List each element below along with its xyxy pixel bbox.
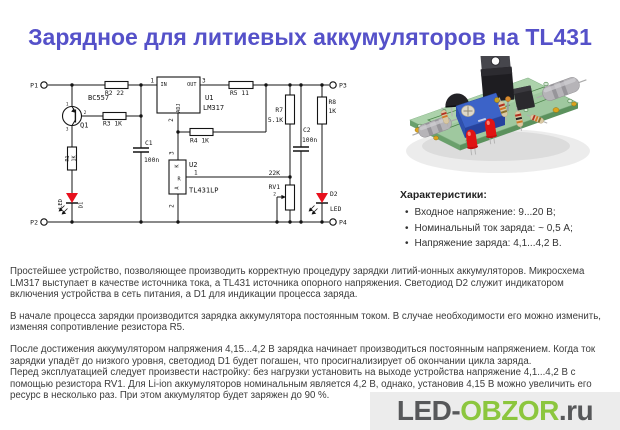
pin-q1-3: 3: [65, 127, 69, 133]
led-d2: [316, 193, 328, 203]
spec-item-charge-voltage: [405, 236, 618, 252]
label-u1-ref: U1: [205, 94, 214, 102]
pin-rv1-wiper: 2: [273, 192, 276, 198]
pin-u1-adj: ADJ: [176, 103, 182, 113]
resistor-r8: [318, 97, 327, 124]
label-d2-led: LED: [330, 206, 342, 213]
label-r7-value: 5.1K: [267, 117, 283, 124]
label-q1-ref: Q1: [80, 121, 89, 130]
spec-text: Номинальный ток заряда: ~ 0,5 А;: [414, 222, 573, 234]
label-r1-ref: R1: [65, 155, 71, 162]
resistor-r3: [103, 113, 126, 120]
terminal-p4: [330, 219, 336, 225]
page-title: Зарядное для литиевых аккумуляторов на TL431: [28, 24, 592, 51]
logo-led: LED-: [396, 395, 461, 426]
photo-ceramic-cap: [505, 96, 510, 101]
label-r7-ref: R7: [275, 107, 283, 114]
article-paragraph-3: После достижения аккумулятором напряжения 4,15...4,2 В зарядка начинает производиться постоянным напряжением. Когда ток зарядки упадёт до низкого уровня, светодиод D1 будет погашен, что просигнализирует об окончании цикла заряда.: [10, 343, 596, 367]
label-d2-ref: D2: [330, 191, 338, 198]
label-p1: P1: [30, 81, 38, 90]
spec-item-charge-current: [405, 221, 618, 237]
label-r4: R4 1K: [190, 137, 209, 145]
label-u1-part: LM317: [203, 104, 225, 112]
label-c1-value: 100n: [144, 157, 160, 164]
specs-heading: Характеристики:: [400, 189, 487, 201]
specs-block: [400, 189, 618, 252]
pin-u2-num-k: 3: [168, 151, 176, 155]
transistor-q1-symbol: [63, 107, 82, 126]
logo-obzor: OBZOR: [460, 395, 559, 426]
label-r1-value: 1K: [71, 155, 78, 162]
terminal-p3: [330, 82, 336, 88]
pin-q1-2: 2: [83, 110, 87, 116]
pin-u2-k: K: [174, 164, 181, 168]
label-p3: P3: [339, 81, 347, 90]
label-u2-ref: U2: [189, 161, 198, 169]
article-paragraph-1: Простейшее устройство, позволяющее производить корректную процедуру зарядки литий-ионных аккумуляторов. Микросхема LM317 выступает в качестве источника тока, а TL431 источника опорного напряжения. Светодиод D2 служит индикатором включения устройства в сеть питания, а D1 для индикации процесса заряда.: [10, 266, 585, 301]
label-r2: R2 22: [105, 90, 124, 97]
pin-q1-1: 1: [65, 102, 69, 108]
article-paragraph-4: Перед эксплуатацией следует произвести настройку: без нагрузки установить на выходе устройства напряжение 4,1...4,2 В с помощью резистора RV1. Для Li-ion аккумуляторов номинальным является 4,2 В, однако, установив 4,15 В можно увеличить его ресурс в несколько раз. При этом аккумулятор будет заряжен до 90 %.: [10, 367, 592, 402]
label-d1-led: LED: [58, 199, 64, 209]
label-p2: P2: [30, 218, 38, 227]
pin-u2-a: A: [174, 186, 181, 190]
label-q1-part: BC557: [88, 94, 110, 102]
pcb-photo: [398, 56, 614, 188]
specs-list: [400, 205, 618, 252]
logo-ru: .ru: [558, 395, 594, 426]
led-d1: [66, 193, 78, 203]
label-d1-ref: D1: [78, 201, 85, 209]
pin-u1-num-in: 1: [150, 77, 154, 85]
pin-u2-r: R: [177, 176, 181, 183]
label-u2-part: TL431LP: [189, 186, 219, 195]
label-c1-ref: C1: [145, 140, 153, 147]
resistor-r7: [286, 95, 295, 124]
pin-u1-num-out: 3: [202, 77, 206, 85]
pin-u1-num-adj: 2: [168, 118, 175, 122]
label-r5: R5 11: [230, 90, 249, 97]
label-c2-value: 100n: [302, 137, 318, 144]
resistor-r4: [190, 129, 213, 136]
label-r3: R3 1K: [103, 120, 122, 128]
pin-u2-num-a: 2: [168, 204, 176, 208]
pin-u1-in: IN: [160, 82, 167, 88]
label-c2-ref: C2: [303, 127, 311, 134]
terminal-p2: [41, 219, 47, 225]
article-body: [10, 266, 610, 402]
trimmer-rv1: [286, 185, 295, 210]
spec-item-input-voltage: [405, 205, 618, 221]
label-r8-value: 1K: [328, 108, 337, 115]
spec-text: Входное напряжение: 9...20 В;: [414, 207, 556, 218]
label-rv1-value: 22K: [268, 170, 280, 177]
pin-u1-out: OUT: [187, 82, 197, 88]
circuit-schematic: [8, 62, 358, 247]
spec-text: Напряжение заряда: 4,1...4,2 В.: [414, 238, 562, 249]
resistor-r5: [229, 82, 253, 89]
resistor-r2: [105, 82, 128, 89]
site-logo[interactable]: [370, 392, 620, 430]
terminal-p1: [41, 82, 47, 88]
pin-u2-num-r: 1: [194, 169, 198, 177]
led-emission-arrows: [59, 206, 317, 215]
label-rv1-ref: RV1: [268, 184, 280, 191]
label-r8-ref: R8: [328, 99, 337, 106]
article-paragraph-2: В начале процесса зарядки производится зарядка аккумулятора постоянным током. В случае необходимости его можно изменить, изменяя сопротивление резистора R5.: [10, 310, 601, 334]
label-p4: P4: [339, 218, 347, 227]
